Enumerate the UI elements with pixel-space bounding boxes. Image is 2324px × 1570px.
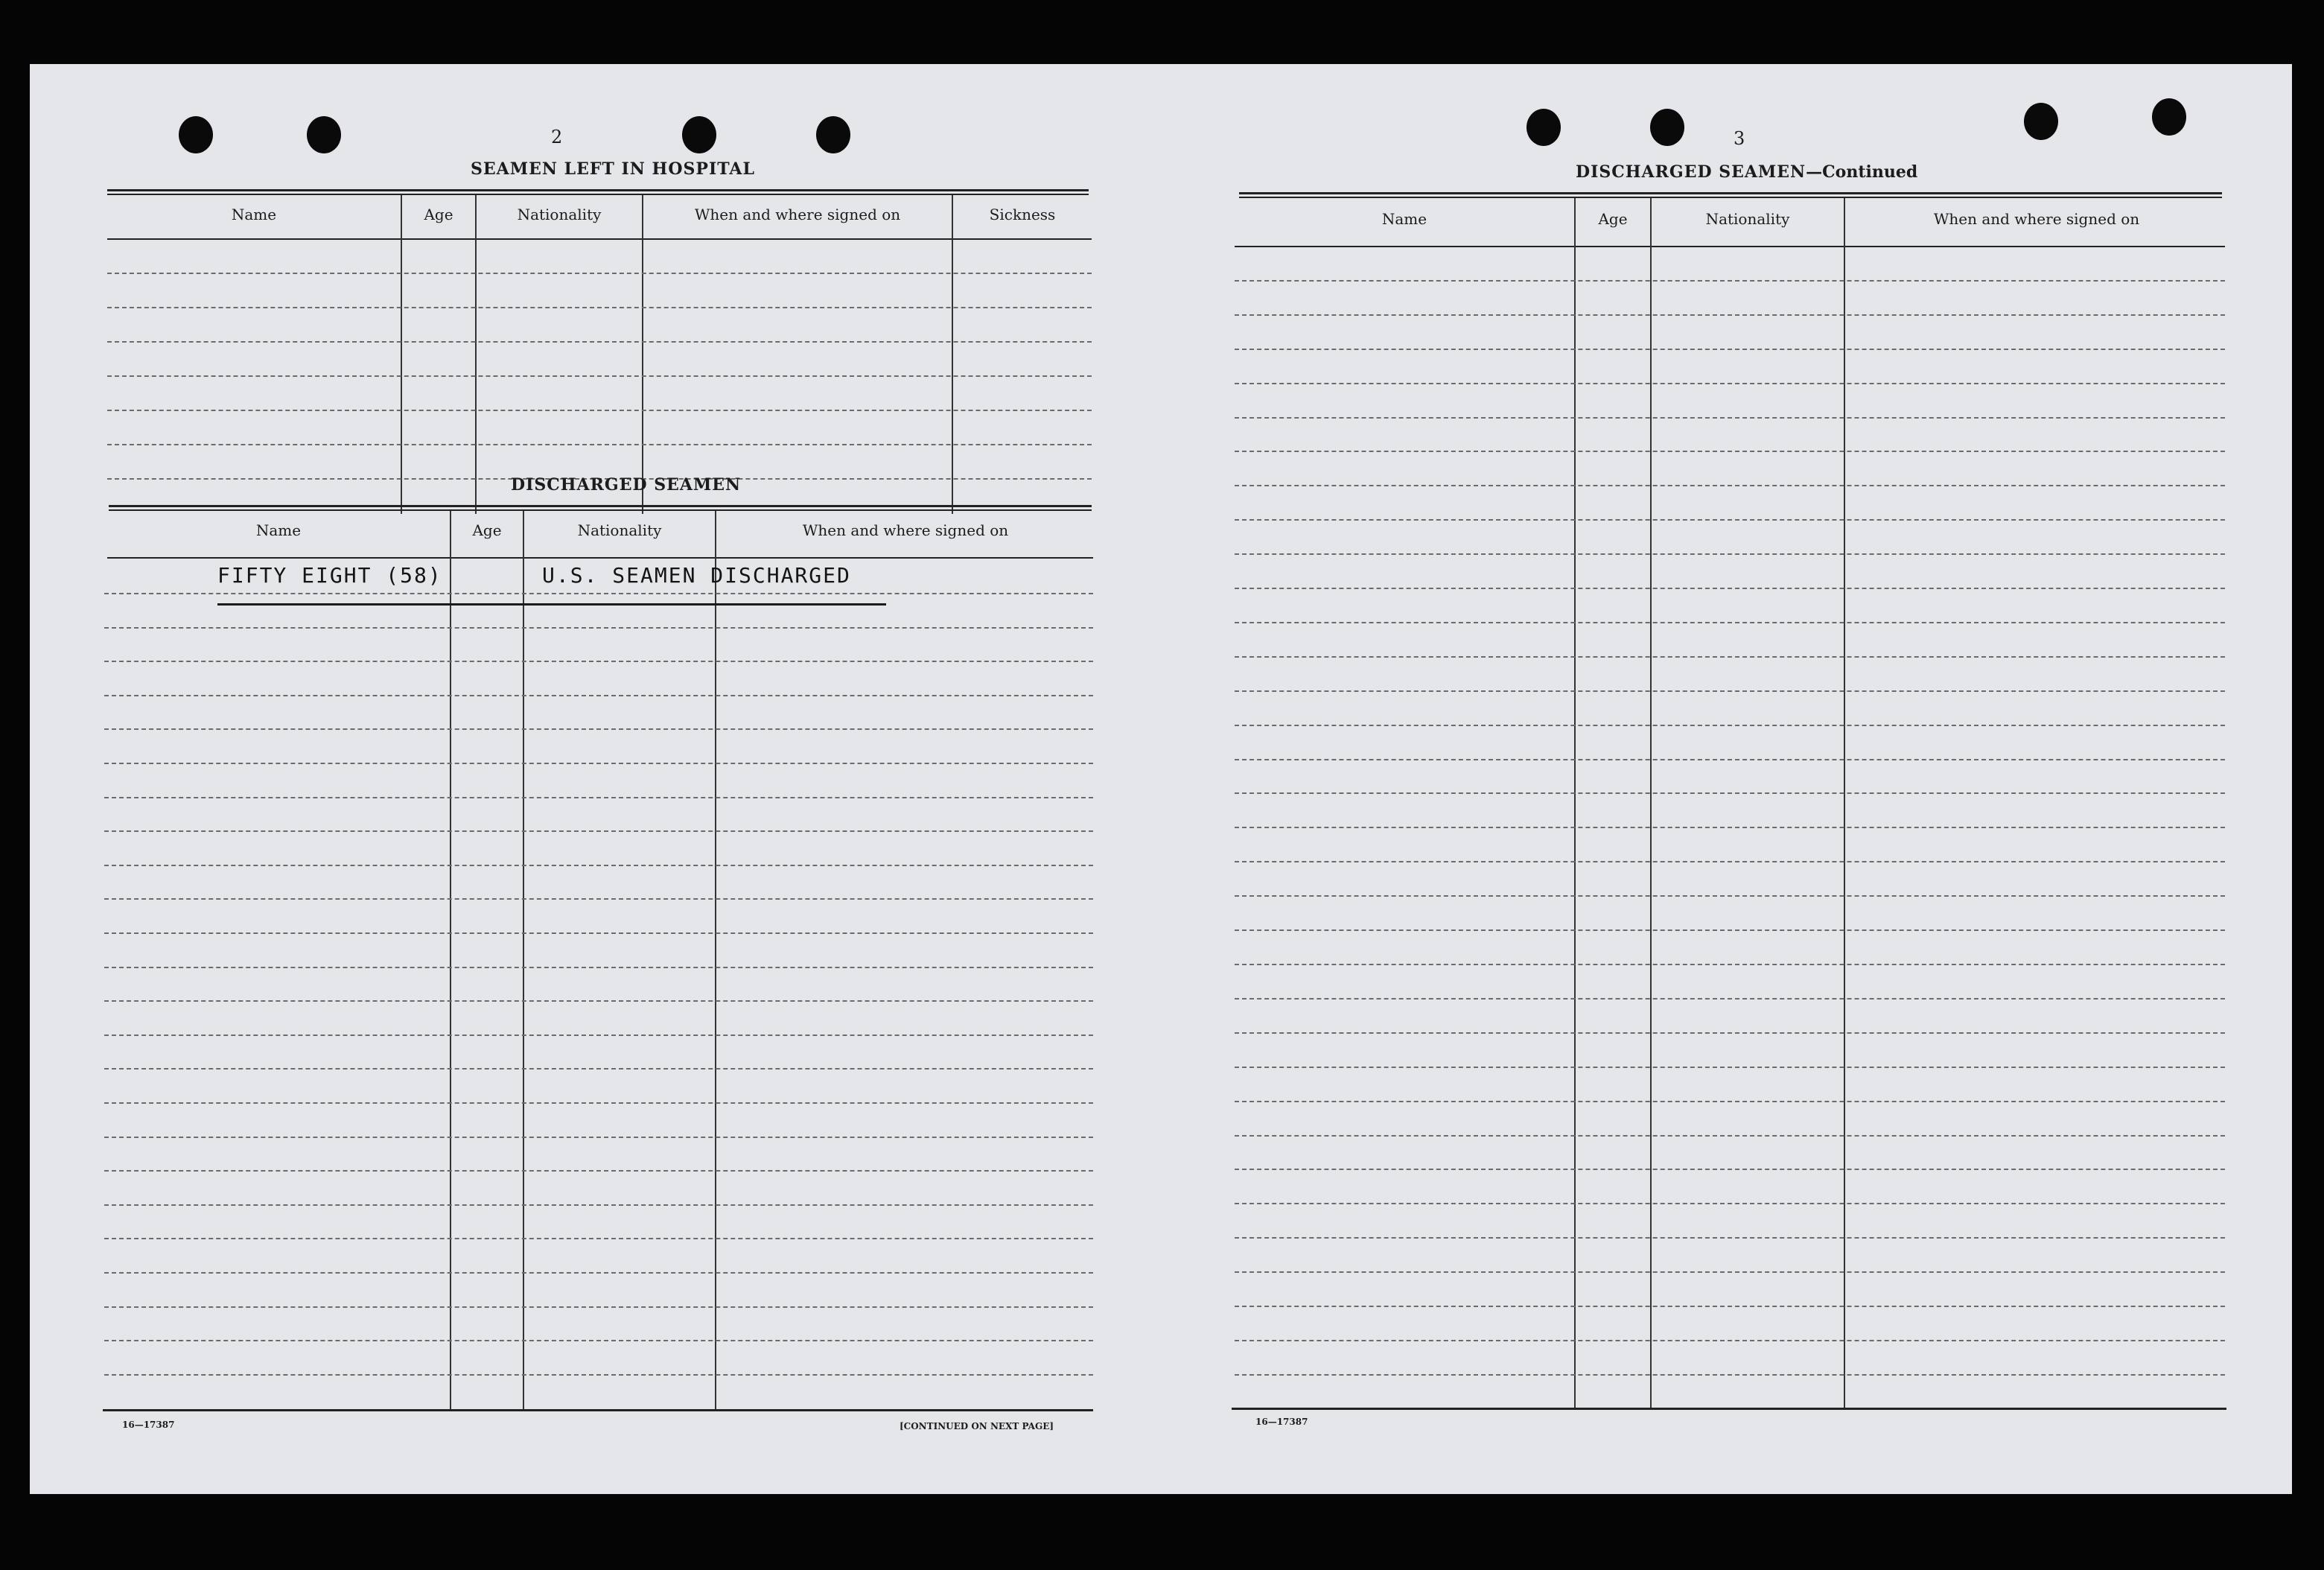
discharged-section-title: DISCHARGED SEAMEN bbox=[511, 475, 742, 495]
discharged-divider bbox=[450, 511, 451, 1411]
discharged-row-line bbox=[104, 1306, 1093, 1308]
right-header-rule bbox=[1235, 246, 2225, 247]
punch-hole bbox=[307, 116, 341, 153]
discharged-row-line bbox=[104, 593, 1093, 594]
punch-hole bbox=[1526, 109, 1561, 146]
form-number-right: 16—17387 bbox=[1255, 1417, 1308, 1427]
typed-underline bbox=[217, 603, 886, 606]
hospital-col-nationality: Nationality bbox=[517, 206, 602, 223]
discharged-row-line bbox=[104, 728, 1093, 730]
discharged-col-signed-on: When and where signed on bbox=[802, 521, 1009, 539]
discharged-description: U.S. SEAMEN DISCHARGED bbox=[542, 563, 851, 588]
discharged-header-rule bbox=[107, 557, 1093, 559]
discharged-row-line bbox=[104, 1272, 1093, 1274]
right-row-line bbox=[1235, 1271, 2225, 1273]
right-bottom-rule bbox=[1232, 1408, 2226, 1410]
right-divider bbox=[1844, 198, 1845, 1409]
hospital-header-rule bbox=[107, 238, 1092, 240]
discharged-row-line bbox=[104, 830, 1093, 832]
right-col-signed-on: When and where signed on bbox=[1933, 210, 2140, 228]
right-top-rule bbox=[1239, 192, 2222, 194]
discharged-row-line bbox=[104, 967, 1093, 968]
right-row-line bbox=[1235, 895, 2225, 897]
discharged-row-line bbox=[104, 1374, 1093, 1376]
discharged-row-line bbox=[104, 1170, 1093, 1172]
right-section-title bbox=[1576, 162, 1917, 182]
right-row-line bbox=[1235, 417, 2225, 419]
right-row-line bbox=[1235, 964, 2225, 965]
hospital-divider bbox=[475, 195, 477, 514]
discharged-count: FIFTY EIGHT (58) bbox=[217, 563, 442, 588]
hospital-divider bbox=[642, 195, 643, 514]
right-col-name: Name bbox=[1381, 210, 1427, 228]
hospital-divider bbox=[401, 195, 402, 514]
hospital-col-name: Name bbox=[231, 206, 277, 223]
hospital-row-line bbox=[107, 375, 1092, 377]
discharged-row-line bbox=[104, 1102, 1093, 1104]
hospital-row-line bbox=[107, 410, 1092, 411]
right-row-line bbox=[1235, 725, 2225, 726]
page-number-left: 2 bbox=[551, 127, 563, 147]
discharged-row-line bbox=[104, 695, 1093, 696]
discharged-row-line bbox=[104, 763, 1093, 764]
right-col-age: Age bbox=[1598, 210, 1628, 228]
discharged-row-line bbox=[104, 865, 1093, 866]
right-row-line bbox=[1235, 1306, 2225, 1307]
punch-hole bbox=[816, 116, 850, 153]
right-col-nationality: Nationality bbox=[1705, 210, 1790, 228]
discharged-divider bbox=[715, 511, 716, 1411]
right-row-line bbox=[1235, 1237, 2225, 1239]
right-divider bbox=[1574, 198, 1576, 1409]
discharged-row-line bbox=[104, 932, 1093, 934]
hospital-top-rule bbox=[107, 194, 1089, 195]
right-row-line bbox=[1235, 792, 2225, 794]
discharged-row-line bbox=[104, 1000, 1093, 1002]
discharged-row-line bbox=[104, 1238, 1093, 1239]
discharged-row-line bbox=[104, 797, 1093, 798]
right-row-line bbox=[1235, 1374, 2225, 1376]
form-number-left: 16—17387 bbox=[122, 1420, 175, 1430]
document-sheet bbox=[30, 64, 2292, 1494]
right-row-line bbox=[1235, 827, 2225, 828]
right-row-line bbox=[1235, 929, 2225, 931]
right-row-line bbox=[1235, 1032, 2225, 1034]
right-row-line bbox=[1235, 314, 2225, 316]
right-row-line bbox=[1235, 553, 2225, 555]
right-row-line bbox=[1235, 1340, 2225, 1341]
discharged-row-line bbox=[104, 661, 1093, 662]
right-row-line bbox=[1235, 1135, 2225, 1137]
right-row-line bbox=[1235, 588, 2225, 589]
right-row-line bbox=[1235, 1067, 2225, 1068]
punch-hole bbox=[682, 116, 716, 153]
hospital-col-age: Age bbox=[424, 206, 453, 223]
punch-hole bbox=[179, 116, 213, 153]
right-section-title-suffix: —Continued bbox=[1806, 162, 1918, 182]
punch-hole bbox=[2152, 98, 2186, 136]
right-top-rule bbox=[1239, 197, 2222, 198]
punch-hole bbox=[1650, 109, 1684, 146]
hospital-section-title: SEAMEN LEFT IN HOSPITAL bbox=[471, 159, 755, 179]
discharged-row-line bbox=[104, 1340, 1093, 1341]
right-row-line bbox=[1235, 1101, 2225, 1102]
right-row-line bbox=[1235, 349, 2225, 350]
discharged-col-age: Age bbox=[472, 521, 502, 539]
discharged-divider bbox=[523, 511, 524, 1411]
hospital-col-signed-on: When and where signed on bbox=[694, 206, 901, 223]
right-row-line bbox=[1235, 383, 2225, 384]
hospital-row-line bbox=[107, 273, 1092, 274]
right-row-line bbox=[1235, 690, 2225, 692]
hospital-col-sickness: Sickness bbox=[989, 206, 1056, 223]
right-row-line bbox=[1235, 998, 2225, 999]
continued-note: [CONTINUED ON NEXT PAGE] bbox=[900, 1421, 1054, 1431]
discharged-col-nationality: Nationality bbox=[577, 521, 662, 539]
hospital-divider bbox=[952, 195, 953, 514]
left-bottom-rule bbox=[103, 1409, 1093, 1411]
right-row-line bbox=[1235, 1169, 2225, 1170]
discharged-top-rule bbox=[109, 509, 1092, 511]
discharged-top-rule bbox=[109, 505, 1092, 507]
right-row-line bbox=[1235, 519, 2225, 521]
right-divider bbox=[1650, 198, 1652, 1409]
discharged-row-line bbox=[104, 627, 1093, 629]
hospital-row-line bbox=[107, 307, 1092, 308]
discharged-col-name: Name bbox=[255, 521, 302, 539]
hospital-row-line bbox=[107, 341, 1092, 343]
right-section-title-text: DISCHARGED SEAMEN bbox=[1576, 162, 1806, 182]
right-row-line bbox=[1235, 759, 2225, 760]
right-row-line bbox=[1235, 485, 2225, 486]
right-row-line bbox=[1235, 451, 2225, 452]
right-row-line bbox=[1235, 622, 2225, 623]
hospital-top-rule bbox=[107, 189, 1089, 191]
discharged-row-line bbox=[104, 898, 1093, 900]
discharged-row-line bbox=[104, 1137, 1093, 1138]
page-number-right: 3 bbox=[1734, 128, 1745, 149]
right-row-line bbox=[1235, 656, 2225, 658]
right-row-line bbox=[1235, 861, 2225, 862]
discharged-row-line bbox=[104, 1068, 1093, 1070]
hospital-row-line bbox=[107, 444, 1092, 445]
punch-hole bbox=[2024, 103, 2058, 140]
right-row-line bbox=[1235, 280, 2225, 282]
right-row-line bbox=[1235, 1203, 2225, 1204]
discharged-row-line bbox=[104, 1035, 1093, 1036]
discharged-row-line bbox=[104, 1204, 1093, 1206]
